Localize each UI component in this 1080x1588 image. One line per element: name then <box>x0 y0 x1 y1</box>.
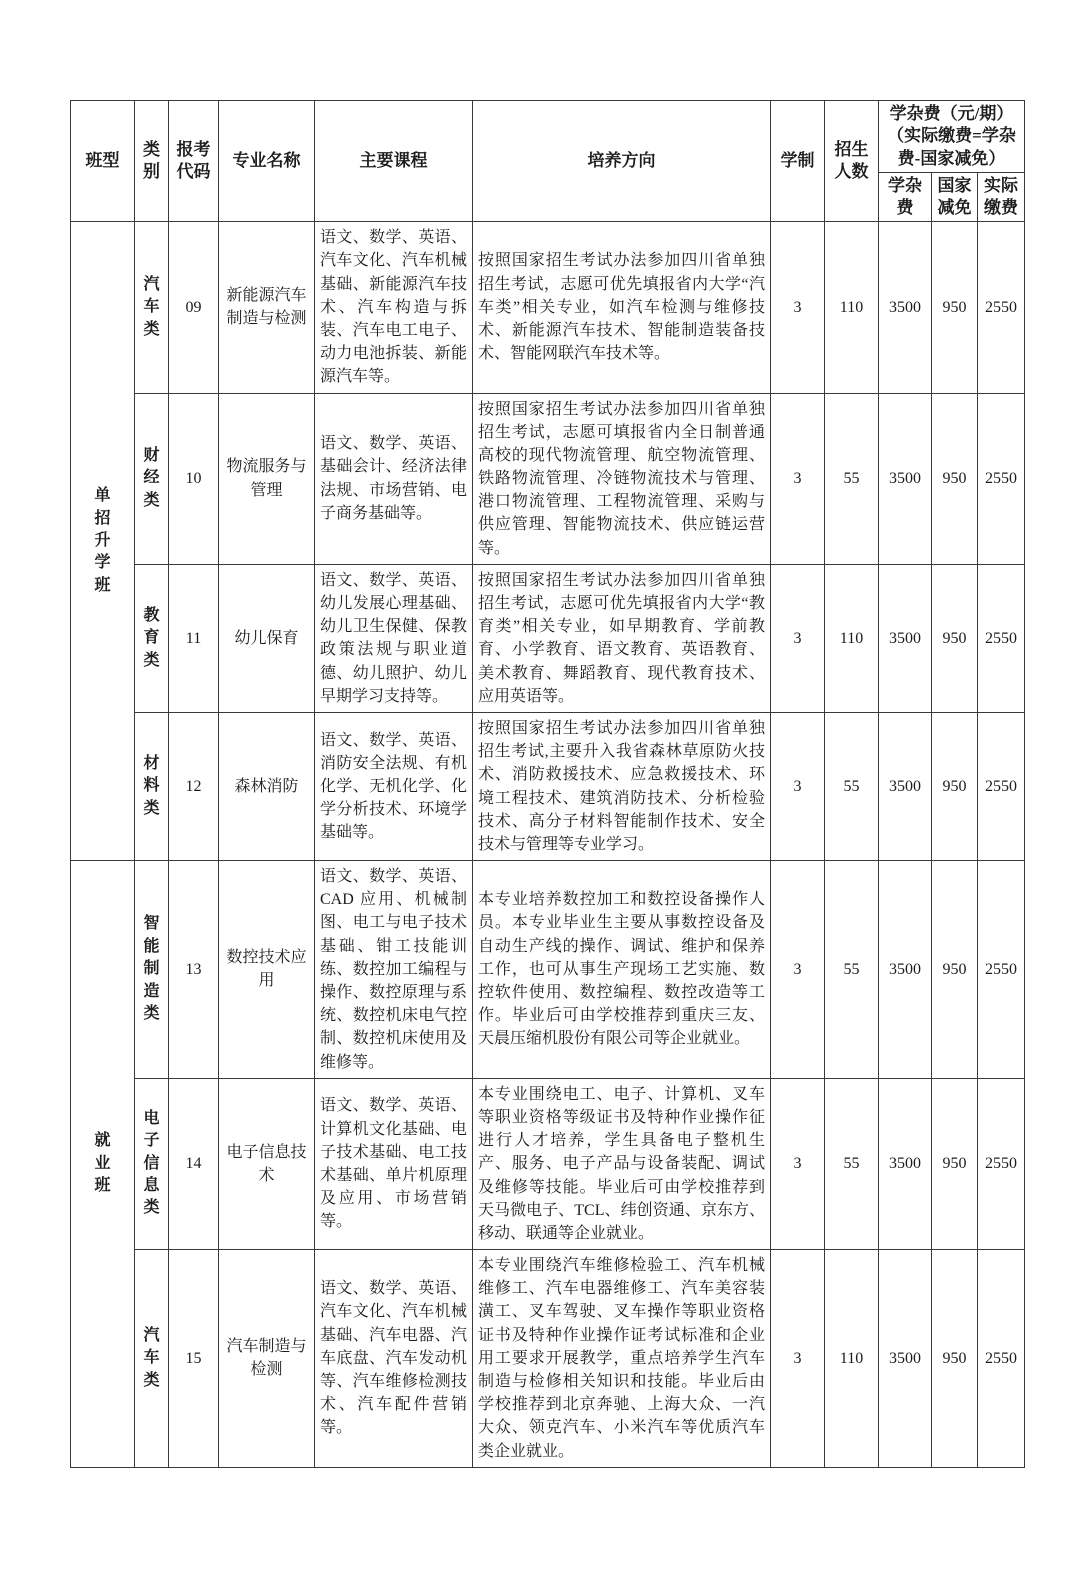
table-row <box>71 393 1025 564</box>
cell-fee: 3500 <box>879 393 932 564</box>
cell-category: 材料类 <box>135 712 169 860</box>
cell-direction: 本专业围绕汽车维修检验工、汽车机械维修工、汽车电器维修工、汽车美容装潢工、叉车驾驶、叉车操作等职业资格证书及特种作业操作证考试标准和企业用工要求开展教学，重点培养学生汽车制造与检修相关知识和技能。毕业后由学校推荐到北京奔驰、上海大众、一汽大众、领克汽车、小米汽车等优质汽车类企业就业。 <box>473 1250 771 1468</box>
cell-code: 12 <box>169 712 219 860</box>
header-class-type: 班型 <box>71 101 135 222</box>
cell-actual: 2550 <box>978 712 1025 860</box>
cell-code: 13 <box>169 861 219 1079</box>
group-label-upgrade: 单招升学班 <box>71 222 135 861</box>
table-row <box>71 861 1025 1079</box>
header-row-1 <box>71 101 1025 173</box>
table-row <box>71 712 1025 860</box>
cell-enrollment: 55 <box>825 861 879 1079</box>
cell-enrollment: 110 <box>825 564 879 712</box>
header-major: 专业名称 <box>219 101 315 222</box>
table-row <box>71 222 1025 393</box>
table-row <box>71 1250 1025 1468</box>
cell-reduction: 950 <box>932 1250 978 1468</box>
cell-reduction: 950 <box>932 222 978 393</box>
cell-fee: 3500 <box>879 1250 932 1468</box>
cell-enrollment: 55 <box>825 1078 879 1249</box>
cell-category: 财经类 <box>135 393 169 564</box>
cell-major: 物流服务与管理 <box>219 393 315 564</box>
cell-courses: 语文、数学、英语、消防安全法规、有机化学、无机化学、化学分析技术、环境学基础等。 <box>315 712 473 860</box>
group-label-employment: 就业班 <box>71 861 135 1468</box>
cell-enrollment: 55 <box>825 393 879 564</box>
cell-actual: 2550 <box>978 393 1025 564</box>
cell-fee: 3500 <box>879 564 932 712</box>
header-actual: 实际缴费 <box>978 173 1025 222</box>
header-fee: 学杂费 <box>879 173 932 222</box>
cell-code: 14 <box>169 1078 219 1249</box>
cell-major: 森林消防 <box>219 712 315 860</box>
cell-direction: 本专业围绕电工、电子、计算机、叉车等职业资格等级证书及特种作业操作征进行人才培养，学生具备电子整机生产、服务、电子产品与设备装配、调试及维修等技能。毕业后可由学校推荐到天马微电子、TCL、纬创资通、京东方、移动、联通等企业就业。 <box>473 1078 771 1249</box>
cell-enrollment: 110 <box>825 1250 879 1468</box>
cell-courses: 语文、数学、英语、汽车文化、汽车机械基础、新能源汽车技术、汽车构造与拆装、汽车电工电子、动力电池拆装、新能源汽车等。 <box>315 222 473 393</box>
cell-major: 幼儿保育 <box>219 564 315 712</box>
cell-courses: 语文、数学、英语、CAD 应用、机械制图、电工与电子技术基础、钳工技能训练、数控加工编程与操作、数控原理与系统、数控机床电气控制、数控机床使用及维修等。 <box>315 861 473 1079</box>
cell-courses: 语文、数学、英语、汽车文化、汽车机械基础、汽车电器、汽车底盘、汽车发动机等、汽车维修检测技术、汽车配件营销等。 <box>315 1250 473 1468</box>
header-fee-group: 学杂费（元/期）（实际缴费=学杂费-国家减免） <box>879 101 1025 173</box>
cell-direction: 本专业培养数控加工和数控设备操作人员。本专业毕业生主要从事数控设备及自动生产线的操作、调试、维护和保养工作，也可从事生产现场工艺实施、数控软件使用、数控编程、数控改造等工作。毕业后可由学校推荐到重庆三友、天晨压缩机股份有限公司等企业就业。 <box>473 861 771 1079</box>
cell-category: 智能制造类 <box>135 861 169 1079</box>
cell-courses: 语文、数学、英语、幼儿发展心理基础、幼儿卫生保健、保教政策法规与职业道德、幼儿照护、幼儿早期学习支持等。 <box>315 564 473 712</box>
cell-reduction: 950 <box>932 393 978 564</box>
cell-actual: 2550 <box>978 1250 1025 1468</box>
cell-courses: 语文、数学、英语、基础会计、经济法律法规、市场营销、电子商务基础等。 <box>315 393 473 564</box>
cell-years: 3 <box>771 712 825 860</box>
cell-reduction: 950 <box>932 564 978 712</box>
cell-enrollment: 55 <box>825 712 879 860</box>
header-reduction: 国家减免 <box>932 173 978 222</box>
cell-actual: 2550 <box>978 861 1025 1079</box>
cell-major: 新能源汽车制造与检测 <box>219 222 315 393</box>
cell-years: 3 <box>771 564 825 712</box>
cell-category: 汽车类 <box>135 222 169 393</box>
cell-years: 3 <box>771 222 825 393</box>
cell-major: 汽车制造与检测 <box>219 1250 315 1468</box>
table-row <box>71 564 1025 712</box>
cell-direction: 按照国家招生考试办法参加四川省单独招生考试，志愿可填报省内全日制普通高校的现代物流管理、航空物流管理、铁路物流管理、冷链物流技术与管理、港口物流管理、工程物流管理、采购与供应管理、智能物流技术、供应链运营等。 <box>473 393 771 564</box>
cell-code: 10 <box>169 393 219 564</box>
cell-reduction: 950 <box>932 861 978 1079</box>
header-courses: 主要课程 <box>315 101 473 222</box>
cell-major: 数控技术应用 <box>219 861 315 1079</box>
cell-years: 3 <box>771 861 825 1079</box>
cell-code: 09 <box>169 222 219 393</box>
cell-direction: 按照国家招生考试办法参加四川省单独招生考试,主要升入我省森林草原防火技术、消防救援技术、应急救援技术、环境工程技术、建筑消防技术、分析检验技术、高分子材料智能制作技术、安全技术与管理等专业学习。 <box>473 712 771 860</box>
cell-courses: 语文、数学、英语、计算机文化基础、电子技术基础、电工技术基础、单片机原理及应用、市场营销等。 <box>315 1078 473 1249</box>
header-enrollment: 招生人数 <box>825 101 879 222</box>
cell-reduction: 950 <box>932 712 978 860</box>
header-years: 学制 <box>771 101 825 222</box>
cell-years: 3 <box>771 1078 825 1249</box>
cell-reduction: 950 <box>932 1078 978 1249</box>
cell-fee: 3500 <box>879 712 932 860</box>
cell-major: 电子信息技术 <box>219 1078 315 1249</box>
cell-direction: 按照国家招生考试办法参加四川省单独招生考试，志愿可优先填报省内大学“汽车类”相关专业，如汽车检测与维修技术、新能源汽车技术、智能制造装备技术、智能网联汽车技术等。 <box>473 222 771 393</box>
cell-actual: 2550 <box>978 564 1025 712</box>
cell-years: 3 <box>771 1250 825 1468</box>
cell-direction: 按照国家招生考试办法参加四川省单独招生考试，志愿可优先填报省内大学“教育类”相关专业，如早期教育、学前教育、小学教育、语文教育、英语教育、美术教育、舞蹈教育、现代教育技术、应用英语等。 <box>473 564 771 712</box>
header-category: 类别 <box>135 101 169 222</box>
cell-code: 15 <box>169 1250 219 1468</box>
header-code: 报考代码 <box>169 101 219 222</box>
cell-enrollment: 110 <box>825 222 879 393</box>
table-row <box>71 1078 1025 1249</box>
cell-years: 3 <box>771 393 825 564</box>
enrollment-table <box>70 100 1025 1468</box>
cell-category: 汽车类 <box>135 1250 169 1468</box>
cell-fee: 3500 <box>879 1078 932 1249</box>
cell-fee: 3500 <box>879 222 932 393</box>
cell-category: 电子信息类 <box>135 1078 169 1249</box>
cell-fee: 3500 <box>879 861 932 1079</box>
cell-category: 教育类 <box>135 564 169 712</box>
cell-actual: 2550 <box>978 222 1025 393</box>
cell-code: 11 <box>169 564 219 712</box>
cell-actual: 2550 <box>978 1078 1025 1249</box>
header-direction: 培养方向 <box>473 101 771 222</box>
